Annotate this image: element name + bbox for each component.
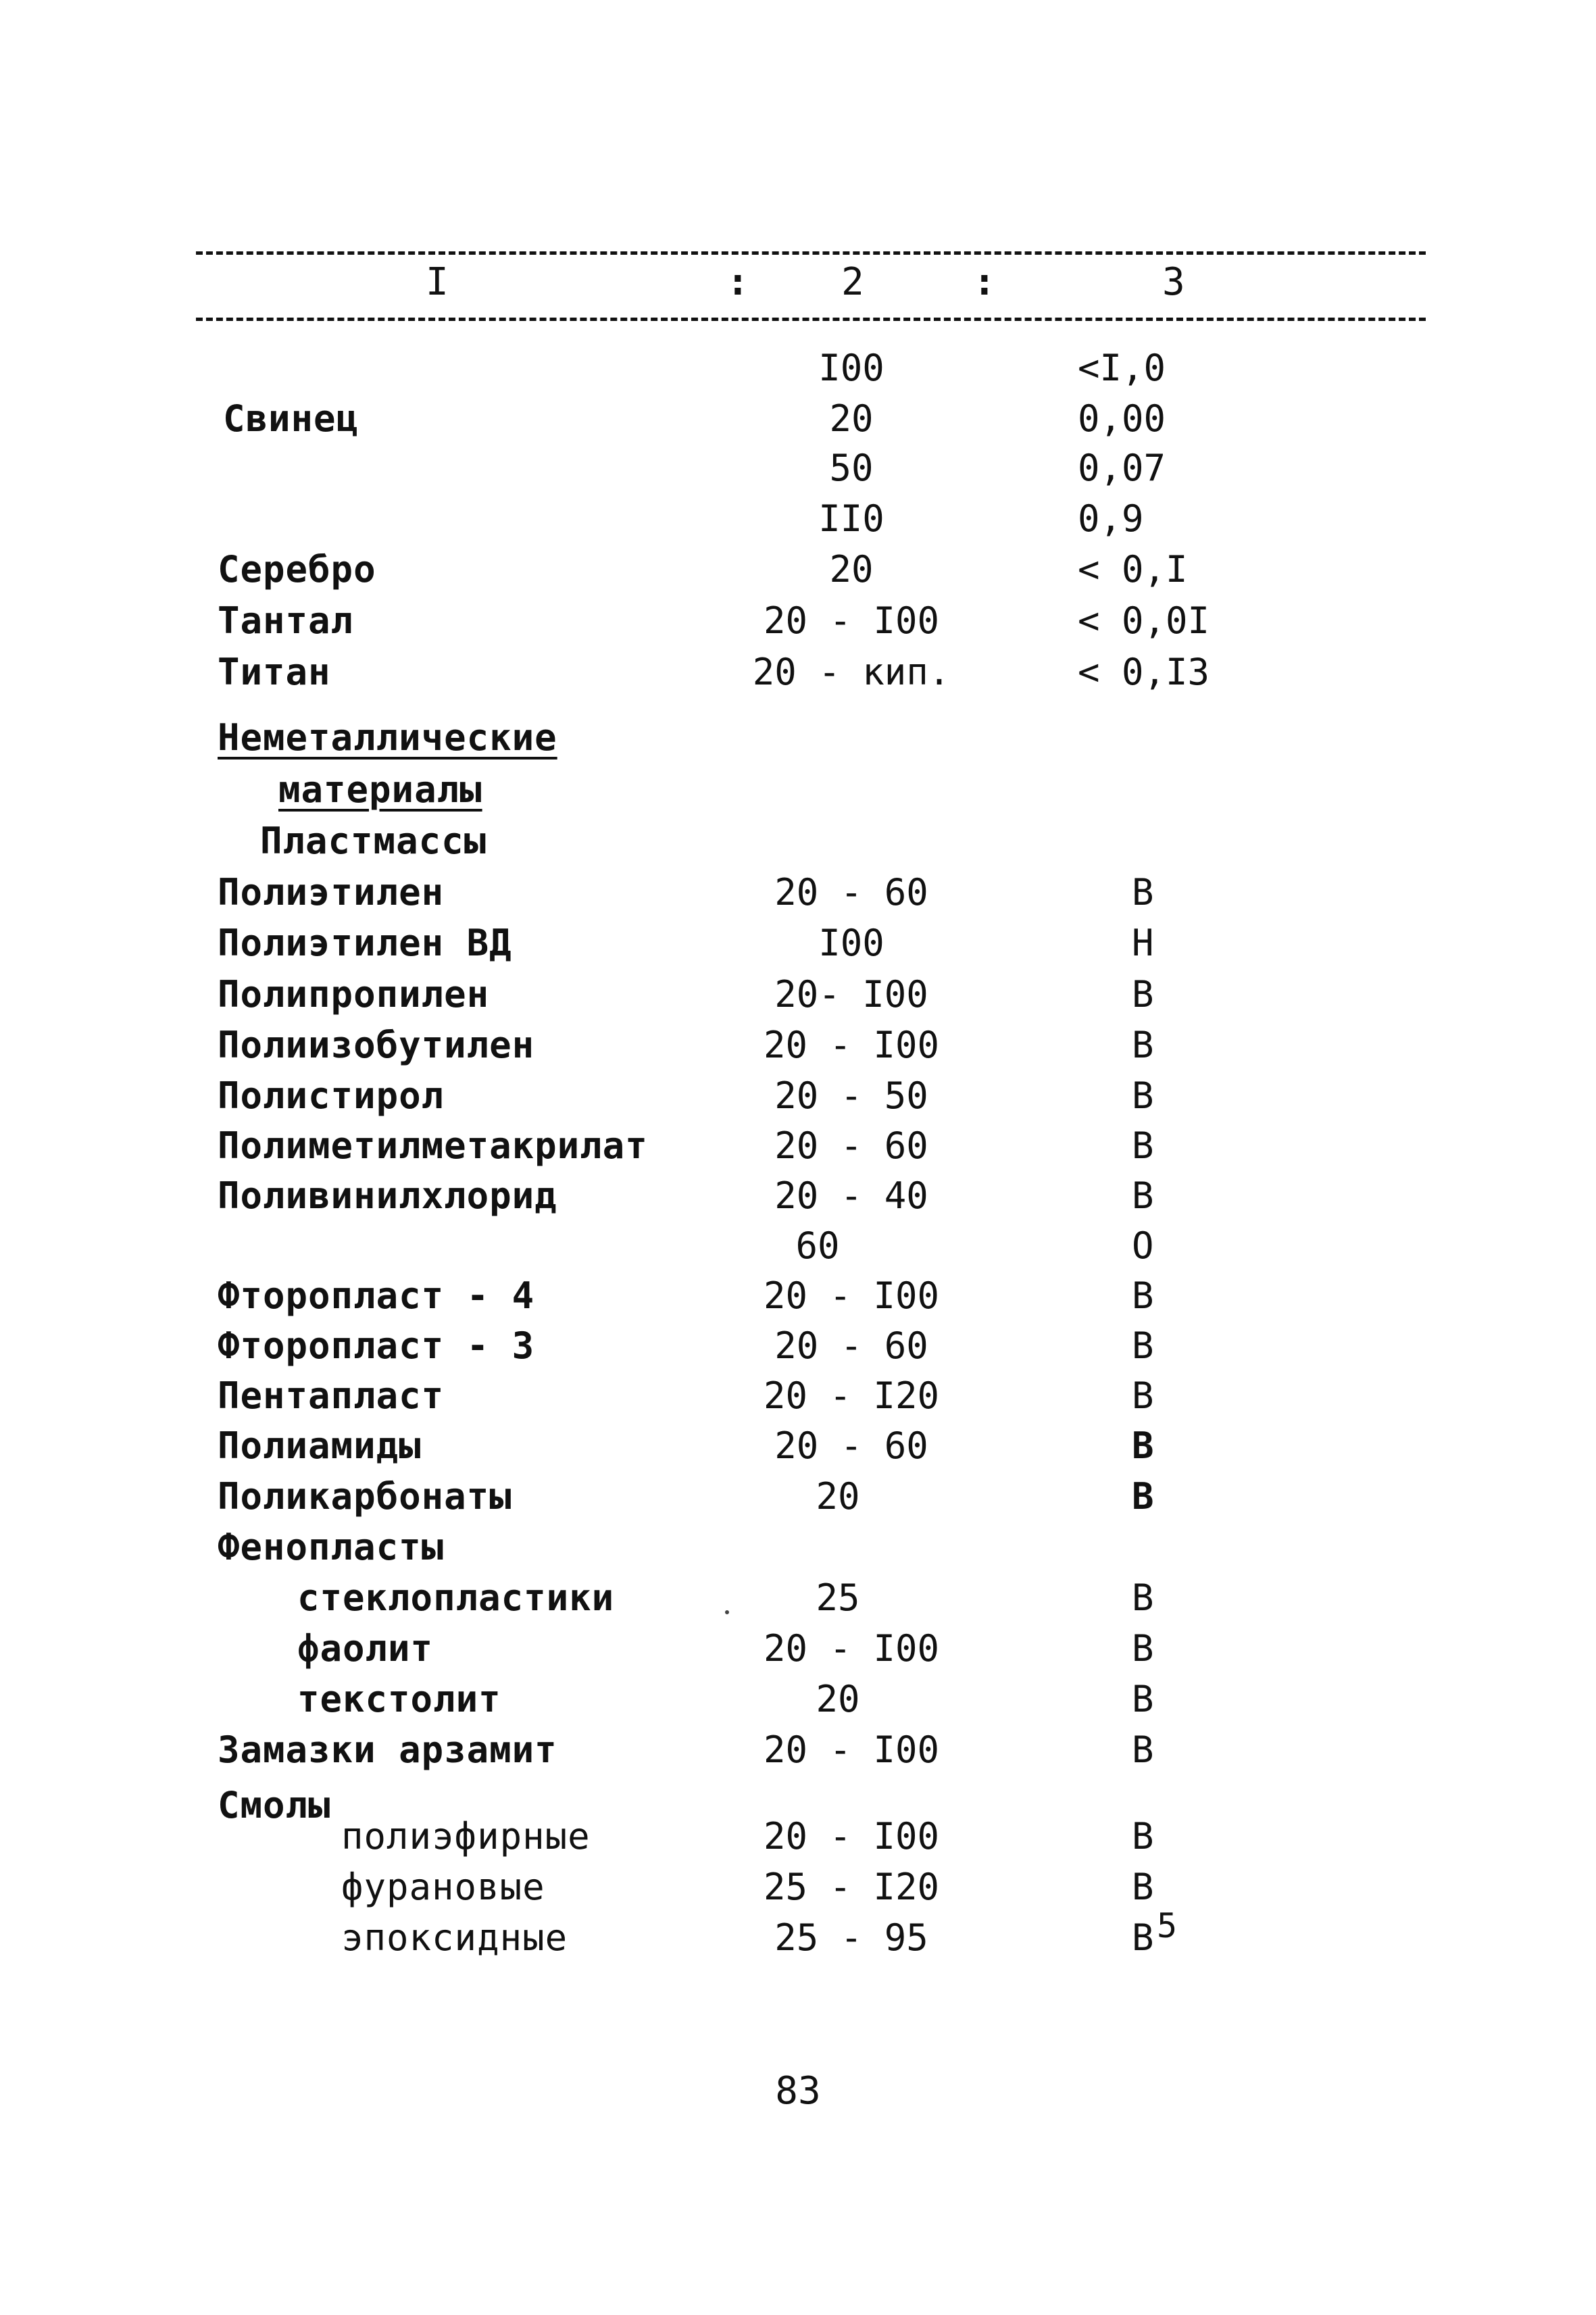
material-cell: Полистирол [218,1074,445,1117]
temperature-cell: 20 [829,548,874,591]
table-row [0,443,1596,493]
material-cell: фурановые [341,1866,545,1908]
material-cell: Титан [218,651,331,693]
rate-cell: В [1132,1627,1154,1670]
column-header-1: I [426,260,449,304]
table-row [0,816,1596,866]
material-cell: Пентапласт [218,1374,445,1417]
rate-cell: В [1132,1576,1154,1619]
temperature-cell: 20 - I00 [763,1627,940,1670]
temperature-cell: I00 [818,347,884,389]
section-heading: Неметаллические [218,716,557,759]
table-row [0,1371,1596,1421]
material-cell: Полипропилен [218,973,490,1016]
rate-cell: В [1132,1024,1154,1066]
rate-cell: В [1132,1728,1154,1771]
rate-cell: 0,07 [1078,447,1166,489]
temperature-cell: 20 [816,1475,860,1518]
rate-cell: В [1132,1475,1154,1518]
temperature-cell: 20 - 60 [774,1424,928,1467]
rate-cell: О [1132,1224,1154,1267]
rate-cell: < 0,I [1078,548,1188,591]
column-header-3: 3 [1162,260,1185,304]
rate-cell: В [1132,1274,1154,1317]
table-row [0,394,1596,444]
table-row [0,494,1596,544]
rate-cell: Н [1132,922,1154,964]
rate-cell: В [1132,1424,1154,1467]
column-separator-2: : [973,260,996,304]
table-row [0,868,1596,918]
rate-cell: < 0,0I [1078,599,1210,642]
material-cell: Поливинилхлорид [218,1174,557,1217]
temperature-cell: 20 - I00 [763,1815,940,1858]
rate-cell: В [1132,1074,1154,1117]
table-row [0,1573,1596,1623]
temperature-cell: 20 - 50 [774,1074,928,1117]
material-cell: Тантал [218,599,354,642]
column-separator-1: : [726,260,749,304]
column-header-2: 2 [841,260,864,304]
temperature-cell: 20 - I00 [763,599,940,642]
table-row [0,1624,1596,1674]
table-row [0,1071,1596,1121]
material-cell: Полиэтилен [218,871,445,914]
material-cell: Фенопласты [218,1526,445,1568]
rate-cell: 0,00 [1078,397,1166,440]
material-cell: Поликарбонаты [218,1475,512,1518]
footnote-mark: 5 [1157,1906,1178,1945]
table-row [0,765,1596,815]
table-row [0,1221,1596,1271]
material-cell: текстолит [297,1678,501,1720]
scan-speck [725,1610,729,1614]
material-cell: полиэфирные [341,1815,591,1858]
material-cell: Полиизобутилен [218,1024,535,1066]
rate-cell: В [1132,1916,1154,1959]
subsection-heading: Пластмассы [260,820,487,862]
table-row [0,1725,1596,1775]
table-row [0,1020,1596,1070]
material-cell: Фторопласт - 3 [218,1324,535,1367]
rate-cell: В [1132,1124,1154,1167]
rate-cell: 0,9 [1078,497,1144,540]
table-row [0,1522,1596,1572]
table-row [0,1321,1596,1371]
material-cell: Серебро [218,548,376,591]
material-cell: Свинец [223,397,359,440]
temperature-cell: 50 [829,447,874,489]
table-row [0,1862,1596,1912]
rate-cell: В [1132,1815,1154,1858]
material-cell: стеклопластики [297,1576,615,1619]
temperature-cell: 20 - I00 [763,1728,940,1771]
rate-cell: < 0,I3 [1078,651,1210,693]
temperature-cell: 20 - кип. [752,651,951,693]
temperature-cell: 20 [829,397,874,440]
temperature-cell: II0 [818,497,884,540]
temperature-cell: 20 - 40 [774,1174,928,1217]
table-row [0,970,1596,1020]
temperature-cell: 25 - I20 [763,1866,940,1908]
table-row [0,1271,1596,1321]
material-cell: Полиэтилен ВД [218,922,512,964]
table-row [0,1472,1596,1522]
table-row [0,647,1596,697]
temperature-cell: 25 - 95 [774,1916,928,1959]
material-cell: фаолит [297,1627,434,1670]
temperature-cell: 20 - 60 [774,1324,928,1367]
temperature-cell: 20- I00 [774,973,928,1016]
table-row [0,713,1596,763]
temperature-cell: 20 - I20 [763,1374,940,1417]
rate-cell: В [1132,1678,1154,1720]
rate-cell: В [1132,871,1154,914]
temperature-cell: 20 - I00 [763,1274,940,1317]
temperature-cell: 25 [816,1576,860,1619]
temperature-cell: I00 [818,922,884,964]
section-heading: материалы [278,768,482,811]
temperature-cell: 60 [795,1224,840,1267]
temperature-cell: 20 [816,1678,860,1720]
table-row [0,918,1596,968]
table-row [0,1421,1596,1471]
material-cell: Полиамиды [218,1424,422,1467]
table-row [0,545,1596,595]
temperature-cell: 20 - 60 [774,1124,928,1167]
material-cell: эпоксидные [341,1916,568,1959]
rate-cell: В [1132,1374,1154,1417]
rate-cell: В [1132,973,1154,1016]
table-row [0,1171,1596,1221]
material-cell: Фторопласт - 4 [218,1274,535,1317]
table-row [0,343,1596,393]
material-cell: Замазки арзамит [218,1728,557,1771]
material-cell: Полиметилметакрилат [218,1124,648,1167]
page-number: 83 [775,2069,821,2113]
table-row [0,596,1596,646]
rate-cell: <I,0 [1078,347,1166,389]
rate-cell: В [1132,1324,1154,1367]
material-cell: Смолы [218,1784,331,1826]
table-row [0,1812,1596,1862]
table-row [0,1674,1596,1724]
temperature-cell: 20 - I00 [763,1024,940,1066]
table-row [0,1121,1596,1171]
rate-cell: В [1132,1174,1154,1217]
rate-cell: В [1132,1866,1154,1908]
temperature-cell: 20 - 60 [774,871,928,914]
table-row [0,1913,1596,1963]
